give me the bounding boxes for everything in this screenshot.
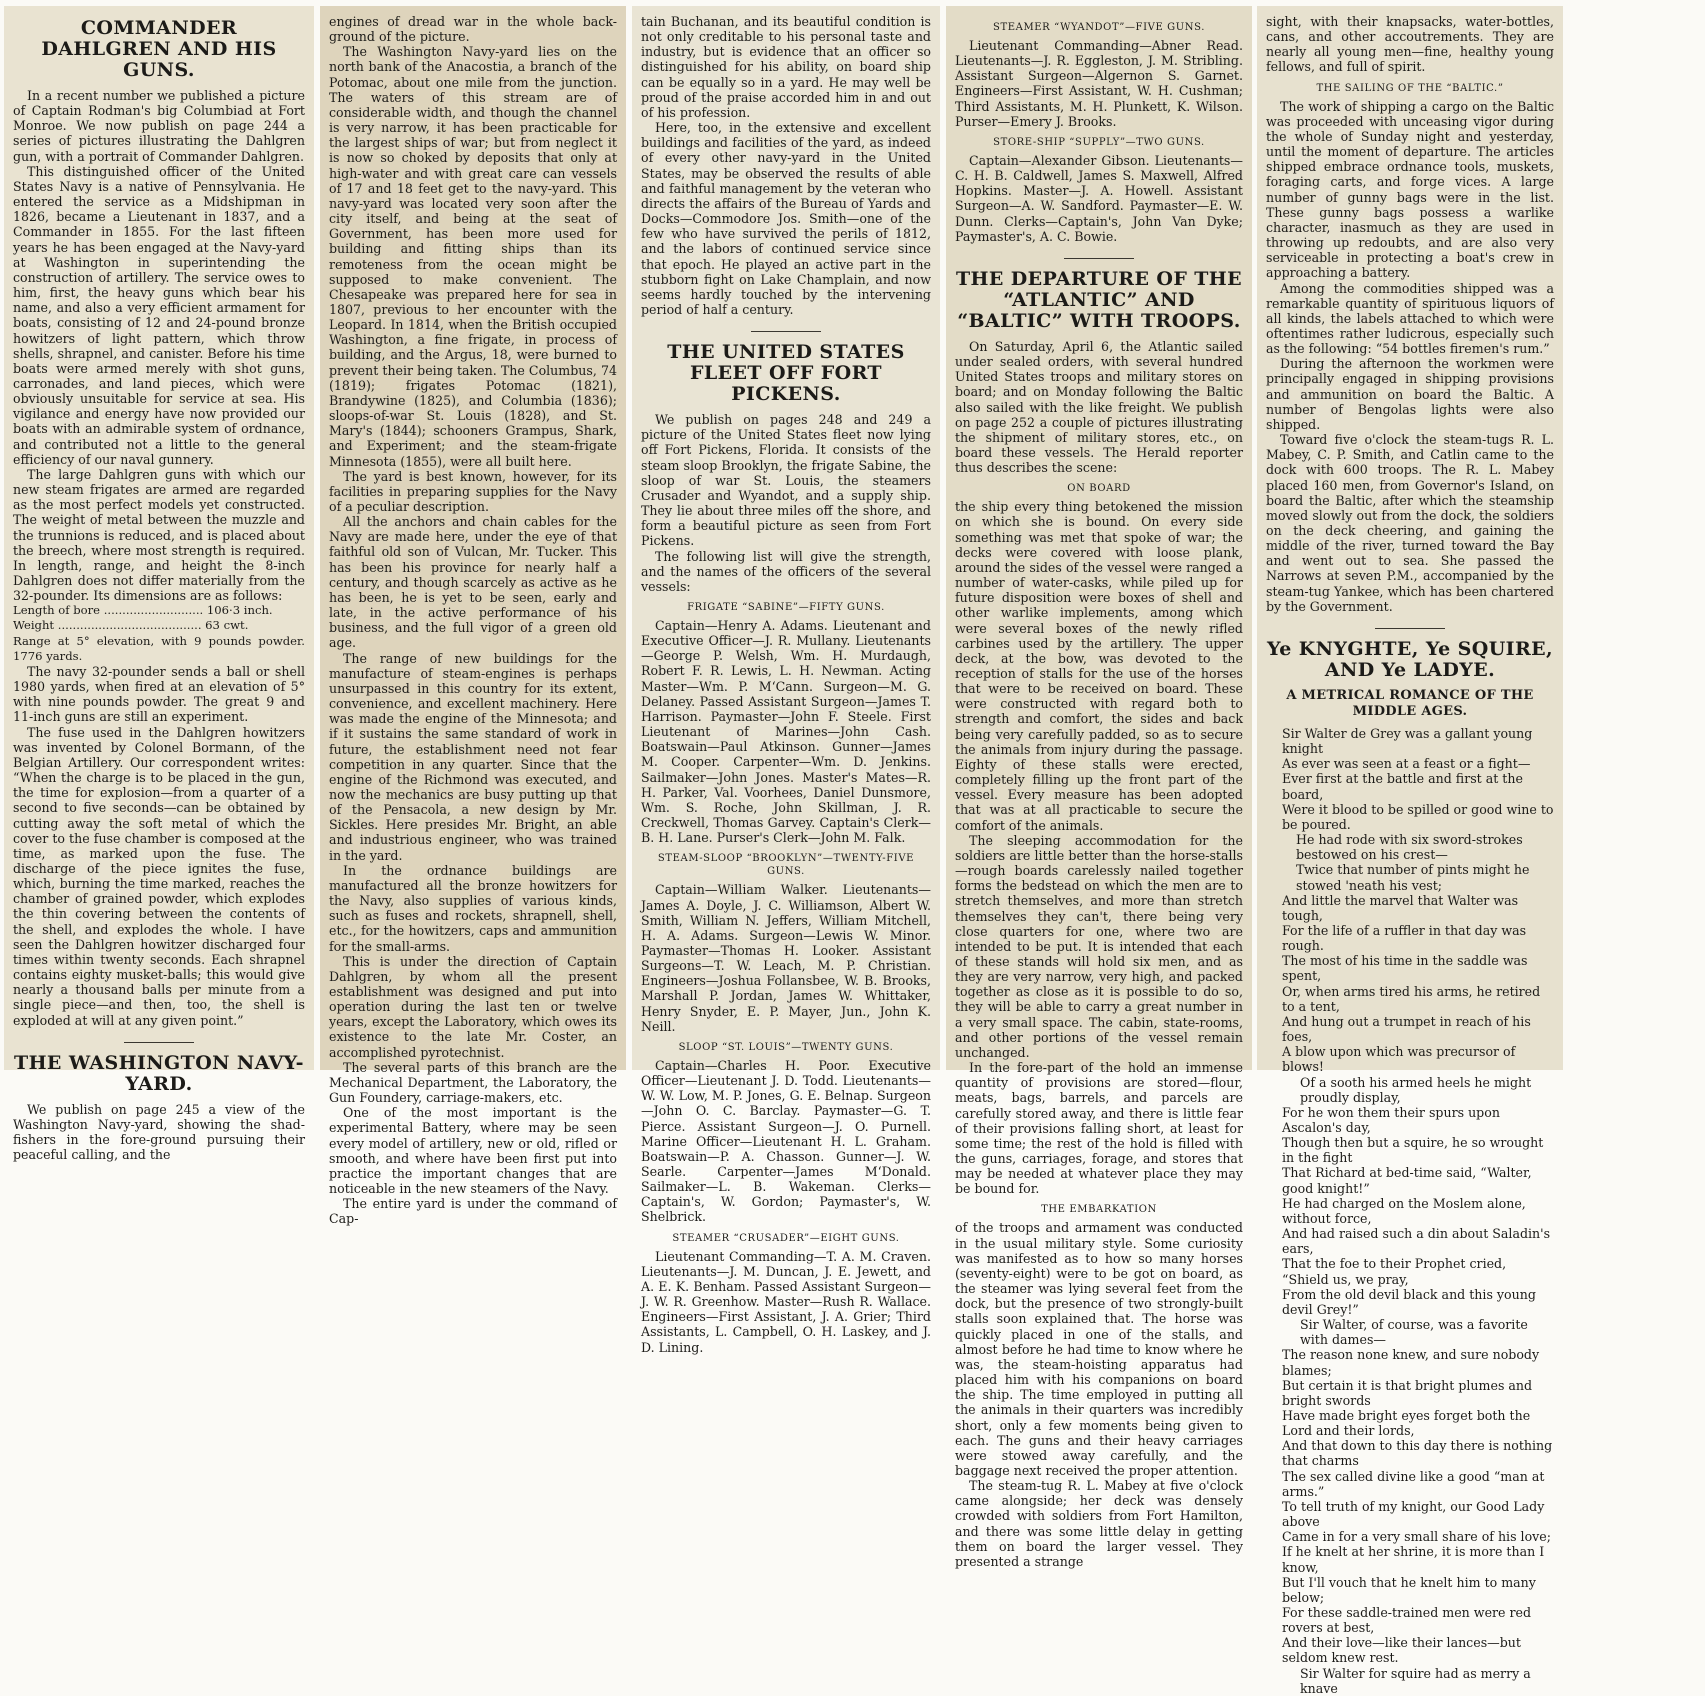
- ship-heading: STEAM-SLOOP “BROOKLYN”—TWENTY-FIVE GUNS.: [657, 853, 915, 878]
- article-paragraph: All the anchors and chain cables for the Navy are made here, under the eye of that faithful old son of Vulcan, Mr. Tucker. This has been his province for nearly half a century, and though scarcely as active as he has been, he is yet to be seen, early and late, in the active performance of his business, and the full vigor of a green old age.: [329, 514, 617, 651]
- poem-line: The sex called divine like a good “man at arms.”: [1282, 1468, 1545, 1499]
- article-paragraph: The following list will give the strength, and the names of the officers of the several vessels:: [641, 548, 931, 594]
- headline-fleet: THE UNITED STATES FLEET OFF FORT PICKENS.: [667, 341, 905, 406]
- article-paragraph: We publish on page 245 a view of the Washington Navy-yard, showing the shad-fishers in the fore-ground pursuing their peaceful calling, and the: [13, 1101, 305, 1163]
- poem-line: From the old devil black and this young devil Grey!”: [1282, 1286, 1536, 1317]
- headline-navy-yard: THE WASHINGTON NAVY-YARD.: [14, 1051, 304, 1095]
- article-paragraph: the ship every thing betokened the mission on which she is bound. On every side something was met that spoke of war; the decks were covered with loose plank, around the sides of the vessel were ranged a number of water-casks, while piled up for future disposition were boxes of shell and other warlike implements, among which were several boxes of the newly rifled carbines used by the artillery. The upper deck, at the bow, was devoted to the reception of stalls for the use of the horses that were to be received on board. These were constructed with regard both to strength and comfort, the sides and back being very carefully padded, so as to secure the animals from injury during the passage. Eighty of these stalls were erected, completely filling up the front part of the vessel. Every measure has been adopted that was at all practicable to secure the comfort of the animals.: [955, 499, 1243, 833]
- subheading-baltic: THE SAILING OF THE “BALTIC.”: [1316, 82, 1504, 94]
- poem-line: He had charged on the Moslem alone, without force,: [1282, 1195, 1526, 1226]
- article-paragraph: The yard is best known, however, for its facilities in preparing supplies for the Navy of a peculiar description.: [329, 468, 617, 514]
- ship-officers: Lieutenant Commanding—T. A. M. Craven. Lieutenants—J. M. Duncan, J. E. Jewett, and A. E. K. Benham. Passed Assistant Surgeon—J. W. R. Greenhow. Master—Rush R. Wallace. Engineers—First Assistant, J. A. Grier; Third Assistants, L. Campbell, O. H. Laskey, and J. D. Lining.: [641, 1248, 931, 1355]
- poem-line: But I'll vouch that he knelt him to many below;: [1282, 1574, 1536, 1605]
- poem-line: And little the marvel that Walter was tough,: [1282, 892, 1519, 923]
- poem-line: Have made bright eyes forget both the Lord and their lords,: [1282, 1407, 1531, 1439]
- article-paragraph: The steam-tug R. L. Mabey at five o'clock came alongside; her deck was densely crowded with soldiers from Fort Hamilton, and there was some little delay in getting them on board the larger vessel. They presented a strange: [955, 1478, 1243, 1569]
- article-paragraph: Here, too, in the extensive and excellent buildings and facilities of the yard, as indeed of every other navy-yard in the United States, may be observed the results of able and faithful management by the veteran who directs the affairs of the Bureau of Yards and Docks—Commodore Jos. Smith—one of the few who have survived the perils of 1812, and the labors of continued service since that epoch. He played an active part in the stubborn fight on Lake Champlain, and now seems hardly touched by the intervening period of half a century.: [641, 120, 931, 317]
- ship-heading: STEAMER “CRUSADER”—EIGHT GUNS.: [672, 1232, 900, 1244]
- column-5: [1257, 6, 1563, 1696]
- gun-dimension-row: Weight ....................................... 63 cwt.: [13, 618, 249, 633]
- poem-line: A blow upon which was precursor of blows!: [1282, 1044, 1516, 1075]
- article-paragraph: In the ordnance buildings are manufactured all the bronze howitzers for the Navy, also supplies of various kinds, such as fuses and rockets, shrapnell, shell, etc., for the howitzers, caps and ammunition for the small-arms.: [329, 862, 617, 954]
- article-paragraph: tain Buchanan, and its beautiful condition is not only creditable to his personal taste and industry, but is evidence that an officer so distinguished for his ability, on board ship can be equally so in a yard. He may well be proud of the praise accorded him in and out of his profession.: [641, 14, 931, 120]
- article-paragraph: of the troops and armament was conducted in the usual military style. Some curiosity was manifested as to how so many horses (seventy-eight) were to be got on board, as the steamer was lying several feet from the dock, but the presence of two strongly-built stalls soon explained that. The horse was quickly placed in one of the stalls, and almost before he had time to know where he was, the steam-hoisting apparatus had placed him with his companions on board the ship. The time employed in putting all the animals in their quarters was incredibly short, only a few moments being given to each. The guns and their heavy carriages were stowed away carefully, and the baggage next received the proper attention.: [955, 1220, 1243, 1478]
- poem-line: Of a sooth his armed heels he might proudly display,: [1300, 1074, 1532, 1105]
- ship-heading: FRIGATE “SABINE”—FIFTY GUNS.: [687, 602, 885, 613]
- poem-line: As ever was seen at a feast or a fight—: [1282, 756, 1531, 772]
- section-divider: [751, 331, 821, 332]
- ship-heading: STORE-SHIP “SUPPLY”—TWO GUNS.: [993, 136, 1205, 148]
- poem-line: For the life of a ruffler in that day was rough.: [1282, 922, 1527, 954]
- gun-dimension-row: Range at 5° elevation, with 9 pounds powder. 1776 yards.: [13, 633, 305, 663]
- headline-departure: THE DEPARTURE OF THE “ATLANTIC” AND “BALTIC” WITH TROOPS.: [955, 267, 1243, 332]
- article-paragraph: On Saturday, April 6, the Atlantic sailed under sealed orders, with several hundred United States troops and military stores on board; and on Monday following the Baltic also sailed with the like freight. We publish on page 252 a couple of pictures illustrating the shipment of military stores, etc., on board these vessels. The Herald reporter thus describes the scene:: [955, 338, 1243, 476]
- poem-line: For he won them their spurs upon Ascalon's day,: [1282, 1104, 1500, 1135]
- poem-line: The most of his time in the saddle was spent,: [1282, 953, 1528, 984]
- subheading-on-board: ON BOARD: [1067, 483, 1131, 495]
- poem-line: Or, when arms tired his arms, he retired to a tent,: [1282, 983, 1541, 1014]
- ship-officers: Captain—Henry A. Adams. Lieutenant and Executive Officer—J. R. Mullany. Lieutenants—George P. Welsh, Wm. H. Murdaugh, Robert F. R. Lewis, L. H. Newman. Acting Master—Wm. P. M‘Cann. Surgeon—M. G. Delaney. Passed Assistant Surgeon—James T. Harrison. Paymaster—John F. Steele. First Lieutenant of Marines—John Cash. Boatswain—Paul Atkinson. Gunner—James M. Cooper. Carpenter—Wm. D. Jenkins. Sailmaker—John Jones. Master's Mates—R. H. Parker, Val. Voorhees, Daniel Dunsmore, Wm. S. Roche, John Skillman, J. R. Creckwell, Thomas Garvey. Captain's Clerk—B. H. Lane. Purser's Clerk—John M. Falk.: [641, 618, 931, 846]
- article-paragraph: The work of shipping a cargo on the Baltic was proceeded with unceasing vigor during the whole of Sunday night and yesterday, until the moment of departure. The articles shipped embrace ordnance tools, muskets, foraging carts, and forge vices. A large number of gunny bags were in the list. These gunny bags possess a warlike character, inasmuch as they are used in throwing up redoubts, and are also very serviceable in protecting a boat's crew in approaching a battery.: [1266, 98, 1554, 281]
- poem-line: And that down to this day there is nothing that charms: [1282, 1438, 1553, 1469]
- article-paragraph: One of the most important is the experimental Battery, where may be seen every model of artillery, new or old, rifled or smooth, and where have been first put into practice the important changes that are noticeable in the new steamers of the Navy.: [329, 1105, 617, 1197]
- headline-knyghte: Ye KNYGHTE, Ye SQUIRE, AND Ye LADYE.: [1266, 637, 1554, 681]
- poem-line: And had raised such a din about Saladin's ears,: [1282, 1226, 1551, 1257]
- poem-line: Were it blood to be spilled or good wine to be poured.: [1282, 801, 1554, 832]
- poem-line: For these saddle-trained men were red rovers at best,: [1282, 1605, 1532, 1636]
- column-4: [946, 6, 1252, 1569]
- column-3: [632, 6, 940, 1355]
- subheading-embarkation: THE EMBARKATION: [1041, 1204, 1157, 1216]
- article-paragraph: We publish on pages 248 and 249 a picture of the United States fleet now lying off Fort Pickens, Florida. It consists of the steam sloop Brooklyn, the frigate Sabine, the sloop of war St. Louis, the steamers Crusader and Wyandot, and a supply ship. They lie about three miles off the shore, and form a beautiful picture as seen from Fort Pickens.: [641, 412, 931, 549]
- poem-line: The reason none knew, and sure nobody blames;: [1282, 1347, 1540, 1378]
- article-paragraph: Among the commodities shipped was a remarkable quantity of spirituous liquors of all kinds, the labels attached to which were oftentimes rather ludicrous, especially such as the following: “54 bottles firemen's rum.”: [1266, 280, 1554, 357]
- headline-dahlgren: COMMANDER DAHLGREN AND HIS GUNS.: [41, 17, 277, 81]
- section-divider: [1064, 258, 1134, 259]
- gun-dimension-row: Length of bore ........................... 106·3 inch.: [13, 603, 273, 618]
- article-paragraph: The several parts of this branch are the Mechanical Department, the Laboratory, the Gun Foundery, carriage-makers, etc.: [329, 1059, 617, 1106]
- poem-line: And their love—like their lances—but seldom knew rest.: [1282, 1635, 1521, 1666]
- poem-line: Ever first at the battle and first at the board,: [1282, 771, 1523, 802]
- article-paragraph: The sleeping accommodation for the soldiers are little better than the horse-stalls—rough boards carelessly nailed together forms the bedstead on which the men are to stretch themselves, and more than stretch themselves they can't, there being very close quarters for one, where two are intended to be put. It is intended that each of these stands will hold six men, and as they are very narrow, very high, and packed together as close as it is possible to do so, they will be able to carry a great number in a very small space. The cabin, state-rooms, and other portions of the vessel remain unchanged.: [955, 832, 1243, 1060]
- poem-line: Sir Walter, of course, was a favorite with dames—: [1300, 1317, 1528, 1348]
- section-divider: [1375, 628, 1445, 629]
- article-paragraph: During the afternoon the workmen were principally engaged in shipping provisions and ammunition on board the Baltic. A number of Bengolas lights were also shipped.: [1266, 356, 1554, 432]
- article-paragraph: engines of dread war in the whole back-ground of the picture.: [329, 14, 617, 45]
- ship-heading: STEAMER “WYANDOT”—FIVE GUNS.: [993, 22, 1205, 33]
- subheadline-romance: A METRICAL ROMANCE OF THE MIDDLE AGES.: [1286, 687, 1534, 719]
- ship-officers: Captain—Charles H. Poor. Executive Officer—Lieutenant J. D. Todd. Lieutenants—W. W. Low, M. P. Jones, G. E. Belnap. Surgeon—John O. C. Barclay. Paymaster—G. T. Pierce. Assistant Surgeon—J. O. Purnell. Marine Officer—Lieutenant H. L. Graham. Boatswain—P. A. Chasson. Gunner—J. W. Searle. Carpenter—James M‘Donald. Sailmaker—L. B. Wakeman. Clerks—Captain's, W. Gordon; Paymaster's, W. Shelbrick.: [641, 1057, 931, 1225]
- poem: [1266, 726, 1554, 1696]
- ship-officers: Captain—Alexander Gibson. Lieutenants—C. H. B. Caldwell, James S. Maxwell, Alfred Hopkins. Master—J. A. Howell. Assistant Surgeon—A. W. Sandford. Paymaster—E. W. Dunn. Clerks—Captain's, John Van Dyke; Paymaster's, A. C. Bowie.: [955, 152, 1243, 244]
- article-paragraph: Toward five o'clock the steam-tugs R. L. Mabey, C. P. Smith, and Catlin came to the dock with 600 troops. The R. L. Mabey placed 160 men, from Governor's Island, on board the Baltic, after which the steamship moved slowly out from the dock, the soldiers on the deck cheering, and gaining the middle of the river, turned toward the Bay and went out to sea. She passed the Narrows at seven P.M., accompanied by the steam-tug Yankee, which has been chartered by the Government.: [1266, 432, 1554, 614]
- article-paragraph: The range of new buildings for the manufacture of steam-engines is perhaps unsurpassed in this country for its extent, convenience, and excellent machinery. Here was made the engine of the Minnesota; and if it sustains the same standard of work in future, the establishment need not fear competition in any quarter. Since that the engine of the Richmond was executed, and now the mechanics are busy putting up that of the Pensacola, a new design by Mr. Sickles. Here presides Mr. Bright, an able and industrious engineer, who was trained in the yard.: [329, 650, 617, 863]
- article-paragraph: In a recent number we published a picture of Captain Rodman's big Columbiad at Fort Monroe. We now publish on page 244 a series of pictures illustrating the Dahlgren gun, with a portrait of Commander Dahlgren.: [13, 88, 305, 164]
- column-2: [320, 6, 626, 1227]
- column-1: [4, 6, 314, 1163]
- poem-line: If he knelt at her shrine, it is more than I know,: [1282, 1544, 1545, 1575]
- poem-line: And hung out a trumpet in reach of his foes,: [1282, 1013, 1531, 1045]
- article-paragraph: The fuse used in the Dahlgren howitzers was invented by Colonel Bormann, of the Belgian Artillery. Our correspondent writes: “When the charge is to be placed in the gun, the time for explosion—from a quarter of a second to five seconds—can be obtained by cutting away the soft metal of which the cover to the fuse chamber is composed at the time, as marked upon the fuse. The discharge of the piece ignites the fuse, which, burning the time marked, reaches the chamber of grained powder, which explodes the thin covering between the contents of the shell, and explodes the whole. I have seen the Dahlgren howitzer discharged four times within twenty seconds. Each shrapnel contains eighty musket-balls; this would give nearly a thousand balls per minute from a single piece—and then, too, the shell is exploded at will at any given point.”: [13, 724, 305, 1028]
- article-paragraph: The Washington Navy-yard lies on the north bank of the Anacostia, a branch of the Potomac, about one mile from the junction. The waters of this stream are of considerable width, and though the channel is very narrow, it has been practicable for the largest ships of war; but from neglect it is now so choked by deposits that only at high-water and with great care can vessels of 17 and 18 feet get to the navy-yard. This navy-yard was located very soon after the city itself, and being at the seat of Government, has been more used for building and fitting ships than its remoteness from the ocean might be supposed to make convenient. The Chesapeake was prepared here for sea in 1807, previous to her encounter with the Leopard. In 1814, when the British occupied Washington, a fine frigate, in process of building, and the Argus, 18, were burned to prevent their being taken. The Columbus, 74 (1819); frigates Potomac (1821), Brandywine (1825), and Columbia (1836); sloops-of-war St. Louis (1828), and St. Mary's (1844); schooners Grampus, Shark, and Experiment; and the steam-frigate Minnesota (1855), were all built here.: [329, 44, 617, 469]
- poem-line: Sir Walter de Grey was a gallant young knight: [1282, 725, 1533, 757]
- article-paragraph: In the fore-part of the hold an immense quantity of provisions are stored—flour, meats, bags, barrels, and parcels are carefully stored away, and there is little fear of their provisions falling short, at least for some time; the rest of the hold is filled with the guns, carriages, forage, and stores that may be needed at whatever place they may be bound for.: [955, 1060, 1243, 1197]
- poem-line: Twice that number of pints might he stowed 'neath his vest;: [1296, 862, 1530, 893]
- ship-officers: Captain—William Walker. Lieutenants—James A. Doyle, J. C. Williamson, Albert W. Smith, William N. Jeffers, William Mitchell, H. A. Adams. Surgeon—Lewis W. Minor. Paymaster—Thomas H. Looker. Assistant Surgeons—T. W. Leach, M. P. Christian. Engineers—Joshua Follansbee, W. B. Brooks, Marshall P. Jordan, James W. Whittaker, Henry Snyder, E. P. Mayer, Jun., John K. Neill.: [641, 882, 931, 1034]
- ship-heading: SLOOP “ST. LOUIS”—TWENTY GUNS.: [678, 1041, 894, 1053]
- article-paragraph: The entire yard is under the command of Cap-: [329, 1196, 617, 1227]
- article-paragraph: The large Dahlgren guns with which our new steam frigates are armed are regarded as the most perfect models yet constructed. The weight of metal between the muzzle and the trunnions is reduced, and is placed about the breech, where most strength is required. In length, range, and height the 8-inch Dahlgren does not differ materially from the 32-pounder. Its dimensions are as follows:: [13, 466, 305, 604]
- poem-line: To tell truth of my knight, our Good Lady above: [1282, 1498, 1545, 1530]
- article-paragraph: This is under the direction of Captain Dahlgren, by whom all the present establishment was designed and put into operation during the last ten or twelve years, except the Laboratory, which owes its existence to the late Mr. Coster, an accomplished pyrotechnist.: [329, 953, 617, 1060]
- article-paragraph: This distinguished officer of the United States Navy is a native of Pennsylvania. He entered the service as a Midshipman in 1826, became a Lieutenant in 1837, and a Commander in 1855. For the last fifteen years he has been engaged at the Navy-yard at Washington in superintending the construction of artillery. The service owes to him, first, the heavy guns which bear his name, and also a very efficient armament for boats, consisting of 12 and 24-pound bronze howitzers of light pattern, which throw shells, shrapnel, and canister. Before his time boats were armed merely with shot guns, carronades, and land pieces, which were obviously unsuitable for service at sea. His vigilance and energy have now provided our boats with an admirable system of ordnance, and contributed not a little to the general efficiency of our naval gunnery.: [13, 163, 305, 467]
- article-paragraph: sight, with their knapsacks, water-bottles, cans, and other accoutrements. They are nearly all young men—fine, healthy young fellows, and full of spirit.: [1266, 14, 1554, 75]
- article-paragraph: The navy 32-pounder sends a ball or shell 1980 yards, when fired at an elevation of 5° with nine pounds powder. The great 9 and 11-inch guns are still an experiment.: [13, 663, 305, 725]
- poem-line: That Richard at bed-time said, “Walter, good knight!”: [1282, 1165, 1532, 1196]
- poem-line: But certain it is that bright plumes and bright swords: [1282, 1377, 1533, 1408]
- section-divider: [124, 1042, 194, 1043]
- poem-line: That the foe to their Prophet cried, “Shield us, we pray,: [1282, 1256, 1507, 1287]
- poem-line: Sir Walter for squire had as merry a knave: [1300, 1665, 1531, 1696]
- ship-officers: Lieutenant Commanding—Abner Read. Lieutenants—J. R. Eggleston, J. M. Stribling. Assistant Surgeon—Algernon S. Garnet. Engineers—First Assistant, W. H. Cushman; Third Assistants, M. H. Plunkett, K. Wilson. Purser—Emery J. Brooks.: [955, 38, 1243, 129]
- poem-line: He had rode with six sword-strokes bestowed on his crest—: [1296, 832, 1523, 863]
- poem-line: Came in for a very small share of his love;: [1282, 1529, 1551, 1545]
- poem-line: Though then but a squire, he so wrought in the fight: [1282, 1135, 1544, 1166]
